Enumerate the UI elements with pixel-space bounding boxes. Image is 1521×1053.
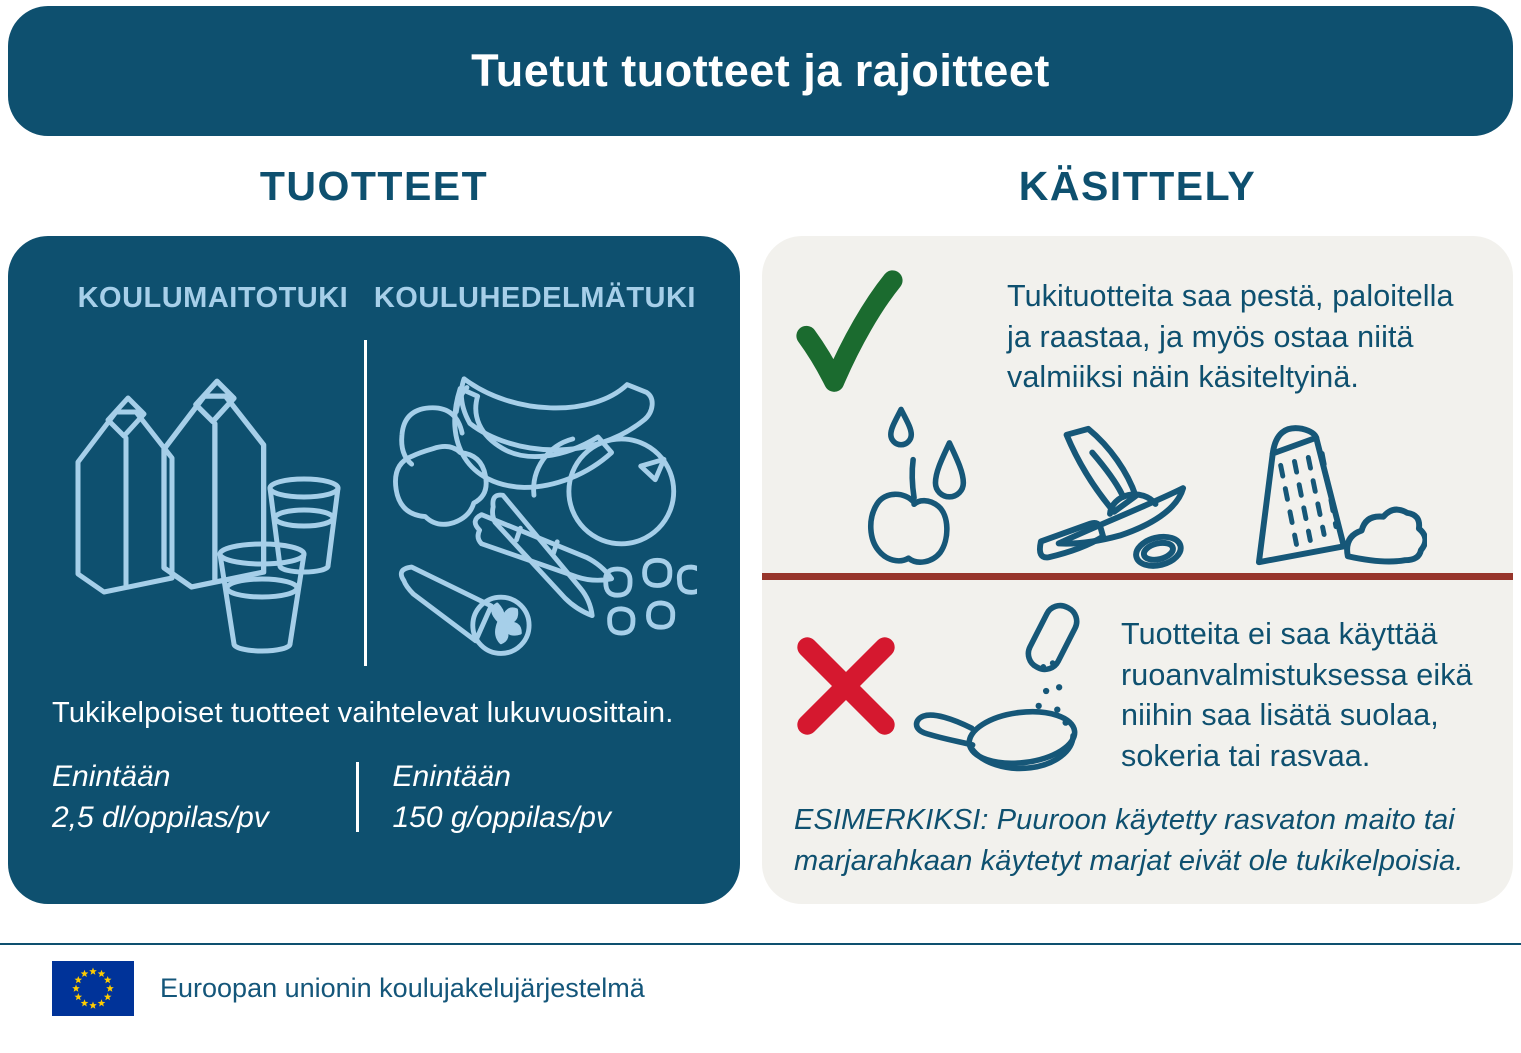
products-section xyxy=(8,136,740,904)
example-text: ESIMERKIKSI: Puuroon käytetty rasvaton maito tai marjarahkaan käytetyt marjat eivät ole tukikelpoisia. xyxy=(794,804,1464,877)
forbidden-text: Tuotteita ei saa käyttää ruoanvalmistuksessa eikä niihin saa lisätä suolaa, sokeria tai rasvaa. xyxy=(1121,617,1473,773)
fruit-limit xyxy=(359,756,697,839)
page-title: Tuetut tuotteet ja rajoitteet xyxy=(471,45,1050,96)
fruit-limit-label: Enintään xyxy=(392,760,511,793)
eu-flag-icon xyxy=(52,961,134,1016)
allowed-block xyxy=(762,236,1513,573)
milk-limit-value: 2,5 dl/oppilas/pv xyxy=(52,801,269,835)
products-note: Tukikelpoiset tuotteet vaihtelevat lukuvuosittain. xyxy=(52,697,674,729)
products-panel xyxy=(8,236,740,904)
products-illustrations xyxy=(52,337,696,669)
fruit-basket-icon xyxy=(367,337,697,669)
milk-column-label: KOULUMAITOTUKI xyxy=(77,282,349,314)
red-divider xyxy=(762,573,1513,580)
cross-icon xyxy=(794,634,898,738)
handling-panel xyxy=(762,236,1513,904)
forbidden-block xyxy=(762,580,1513,904)
milk-limit xyxy=(52,756,356,839)
fruit-limit-value: 150 g/oppilas/pv xyxy=(392,801,611,835)
allowed-text: Tukituotteita saa pestä, paloitella ja raastaa, ja myös ostaa niitä valmiiksi näin käsiteltyinä. xyxy=(1007,279,1454,395)
frying-pan-icon xyxy=(910,598,1106,784)
grater-icon xyxy=(1239,416,1427,574)
limits-row xyxy=(52,756,696,839)
milk-limit-label: Enintään xyxy=(52,760,171,793)
fruit-column-label: KOULUHEDELMÄTUKI xyxy=(373,282,696,314)
milk-cartons-icon xyxy=(52,338,364,668)
milk-illustration-wrap xyxy=(52,337,364,669)
footer xyxy=(0,943,1521,1016)
apple-wash-icon xyxy=(845,402,985,574)
main-content xyxy=(0,136,1521,904)
handling-heading: KÄSITTELY xyxy=(1018,162,1257,209)
footer-program-name: Euroopan unionin koulujakelujärjestelmä xyxy=(160,973,645,1003)
check-icon xyxy=(794,270,904,396)
products-column-labels xyxy=(52,282,696,315)
knife-cutting-icon xyxy=(1033,424,1191,574)
handling-section xyxy=(762,136,1513,904)
fruit-illustration-wrap xyxy=(367,337,697,669)
products-heading: TUOTTEET xyxy=(259,162,489,209)
banner xyxy=(8,6,1513,136)
allowed-icons-row xyxy=(794,402,1477,574)
